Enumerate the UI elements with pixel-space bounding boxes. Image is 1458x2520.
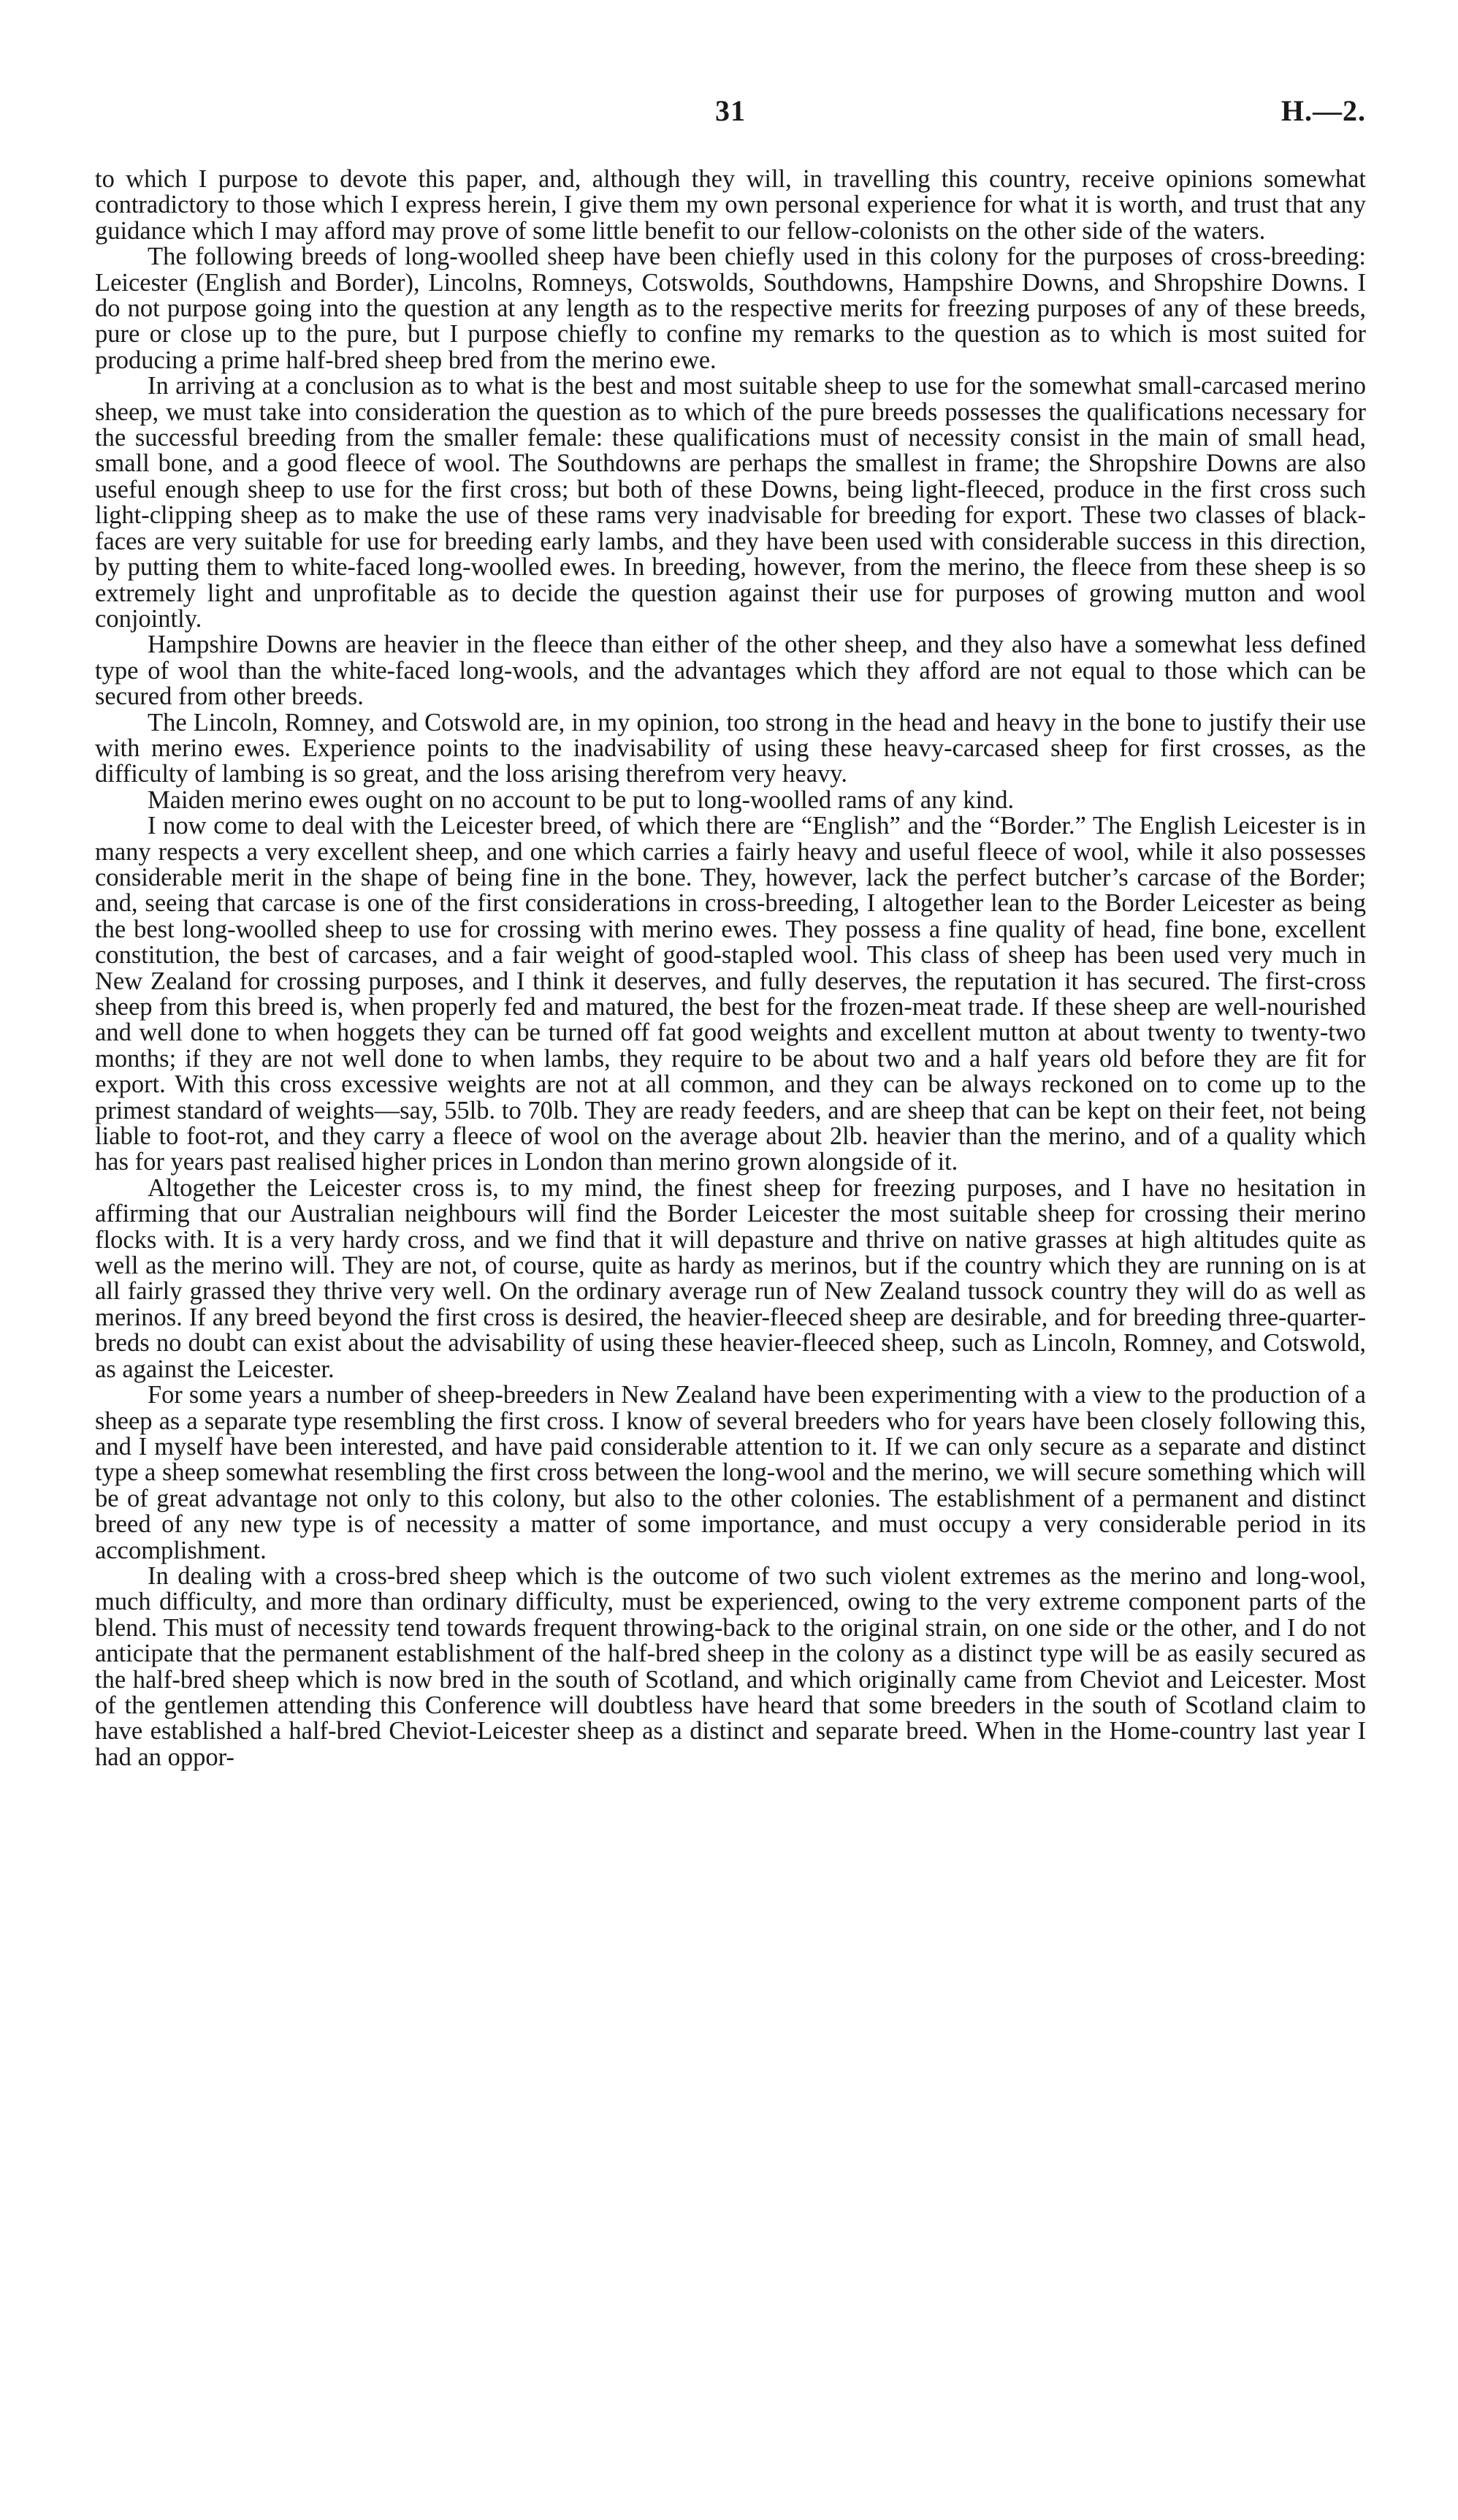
paragraph-continuation: to which I purpose to devote this paper, and, although they will, in travelling this country, receive opinions somewhat contradictory to those which I express herein, I give them my own personal experience for what it is worth, and trust that any guidance which I may afford may prove of some little benefit to our fellow-colonists on the other side of the waters. [95,165,1366,245]
paragraph-breeds-used: The following breeds of long-woolled sheep have been chiefly used in this colony for the purposes of cross-breeding: Leicester (English and Border), Lincolns, Romneys, Cotswolds, Southdowns, Hampshire Downs, and Shropshire Downs. I do not purpose going into the question at any length as to the respective merits for freezing purposes of any of these breeds, pure or close up to the pure, but I purpose chiefly to confine my remarks to the question as to which is most suited for producing a prime half-bred sheep bred from the merino ewe. [95,243,1366,374]
paragraph-hampshire-downs: Hampshire Downs are heavier in the fleece than either of the other sheep, and they also have a somewhat less defined type of wool than the white-faced long-wools, and the advantages which they afford are not equal to those which can be secured from other breeds. [95,631,1366,711]
paragraph-separate-type: For some years a number of sheep-breeders in New Zealand have been experimenting with a view to the production of a sheep as a separate type resembling the first cross. I know of several breeders who for years have been closely following this, and I myself have been interested, and have paid considerable attention to it. If we can only secure as a separate and distinct type a sheep somewhat resembling the first cross between the long-wool and the merino, we will secure something which will be of great advantage not only to this colony, but also to the other colonies. The establishment of a permanent and distinct breed of any new type is of necessity a matter of some importance, and must occupy a very considerable period in its accomplishment. [95,1381,1366,1564]
paragraph-maiden-ewes: Maiden merino ewes ought on no account to be put to long-woolled rams of any kind. [148,785,1015,814]
paragraph-lincoln-romney-cotswold: The Lincoln, Romney, and Cotswold are, in my opinion, too strong in the head and heavy in the bone to justify their use with merino ewes. Experience points to the inadvisability of using these heavy-carcased sheep for first crosses, as the difficulty of lambing is so great, and the loss arising therefrom very heavy. [95,708,1366,788]
document-reference: H.—2. [1280,94,1366,127]
paragraph-half-bred: In dealing with a cross-bred sheep which is the outcome of two such violent extremes as the merino and long-wool, much difficulty, and more than ordinary difficulty, must be experienced, owing to the very extreme component parts of the blend. This must of necessity tend towards frequent throwing-back to the original strain, on one side or the other, and I do not anticipate that the permanent establishment of the half-bred sheep in the colony as a distinct type will be as easily secured as the half-bred sheep which is now bred in the south of Scotland, and which originally came from Cheviot and Leicester. Most of the gentlemen attending this Conference will doubtless have heard that some breeders in the south of Scotland claim to have established a half-bred Cheviot-Leicester sheep as a distinct and separate breed. When in the Home-country last year I had an oppor- [95,1561,1366,1771]
paragraph-leicester-breed: I now come to deal with the Leicester breed, of which there are “English” and the “Border.” The English Leicester is in many respects a very excellent sheep, and one which carries a fairly heavy and useful fleece of wool, while it also possesses considerable merit in the shape of being fine in the bone. They, however, lack the perfect butcher’s carcase of the Border; and, seeing that carcase is one of the first considerations in cross-breeding, I altogether lean to the Border Leicester as being the best long-woolled sheep to use for crossing with merino ewes. They possess a fine quality of head, fine bone, excellent constitution, the best of carcases, and a fair weight of good-stapled wool. This class of sheep has been used very much in New Zealand for crossing purposes, and I think it deserves, and fully deserves, the reputation it has secured. The first-cross sheep from this breed is, when properly fed and matured, the best for the frozen-meat trade. If these sheep are well-nourished and well done to when hoggets they can be turned off fat good weights and excellent mutton at about twenty to twenty-two months; if they are not well done to when lambs, they require to be about two and a half years old before they are fit for export. With this cross excessive weights are not at all common, and they can be always reckoned on to come up to the primest standard of weights—say, 55lb. to 70lb. They are ready feeders, and are sheep that can be kept on their feet, not being liable to foot-rot, and they carry a fleece of wool on the average about 2lb. heavier than the merino, and of a quality which has for years past realised higher prices in London than merino grown alongside of it. [95,812,1366,1176]
paragraph-small-carcased-merino: In arriving at a conclusion as to what is the best and most suitable sheep to use for the somewhat small-carcased merino sheep, we must take into consideration the question as to which of the pure breeds possesses the qualifications necessary for the successful breeding from the smaller female: these qualifications must of necessity consist in the main of small head, small bone, and a good fleece of wool. The Southdowns are perhaps the smallest in frame; the Shropshire Downs are also useful enough sheep to use for the first cross; but both of these Downs, being light-fleeced, produce in the first cross such light-clipping sheep as to make the use of these rams very inadvisable for breeding for export. These two classes of black-faces are very suitable for use for breeding early lambs, and they have been used with considerable success in this direction, by putting them to white-faced long-woolled ewes. In breeding, however, from the merino, the fleece from these sheep is so extremely light and unprofitable as to decide the question against their use for purposes of growing mutton and wool conjointly. [95,372,1366,633]
page-number: 31 [715,94,746,127]
article-body [95,167,1366,1770]
page-header [95,94,1366,137]
paragraph-leicester-cross: Altogether the Leicester cross is, to my mind, the finest sheep for freezing purposes, and I have no hesitation in affirming that our Australian neighbours will find the Border Leicester the most suitable sheep for crossing their merino flocks with. It is a very hardy cross, and we find that it will depasture and thrive on native grasses at high altitudes quite as well as the merino will. They are not, of course, quite as hardy as merinos, but if the country which they are running on is at all fairly grassed they thrive very well. On the ordinary average run of New Zealand tussock country they will do as well as merinos. If any breed beyond the first cross is desired, the heavier-fleeced sheep are desirable, and for breeding three-quarter-breds no doubt can exist about the advisability of using these heavier-fleeced sheep, such as Lincoln, Romney, and Cotswold, as against the Leicester. [95,1173,1366,1383]
